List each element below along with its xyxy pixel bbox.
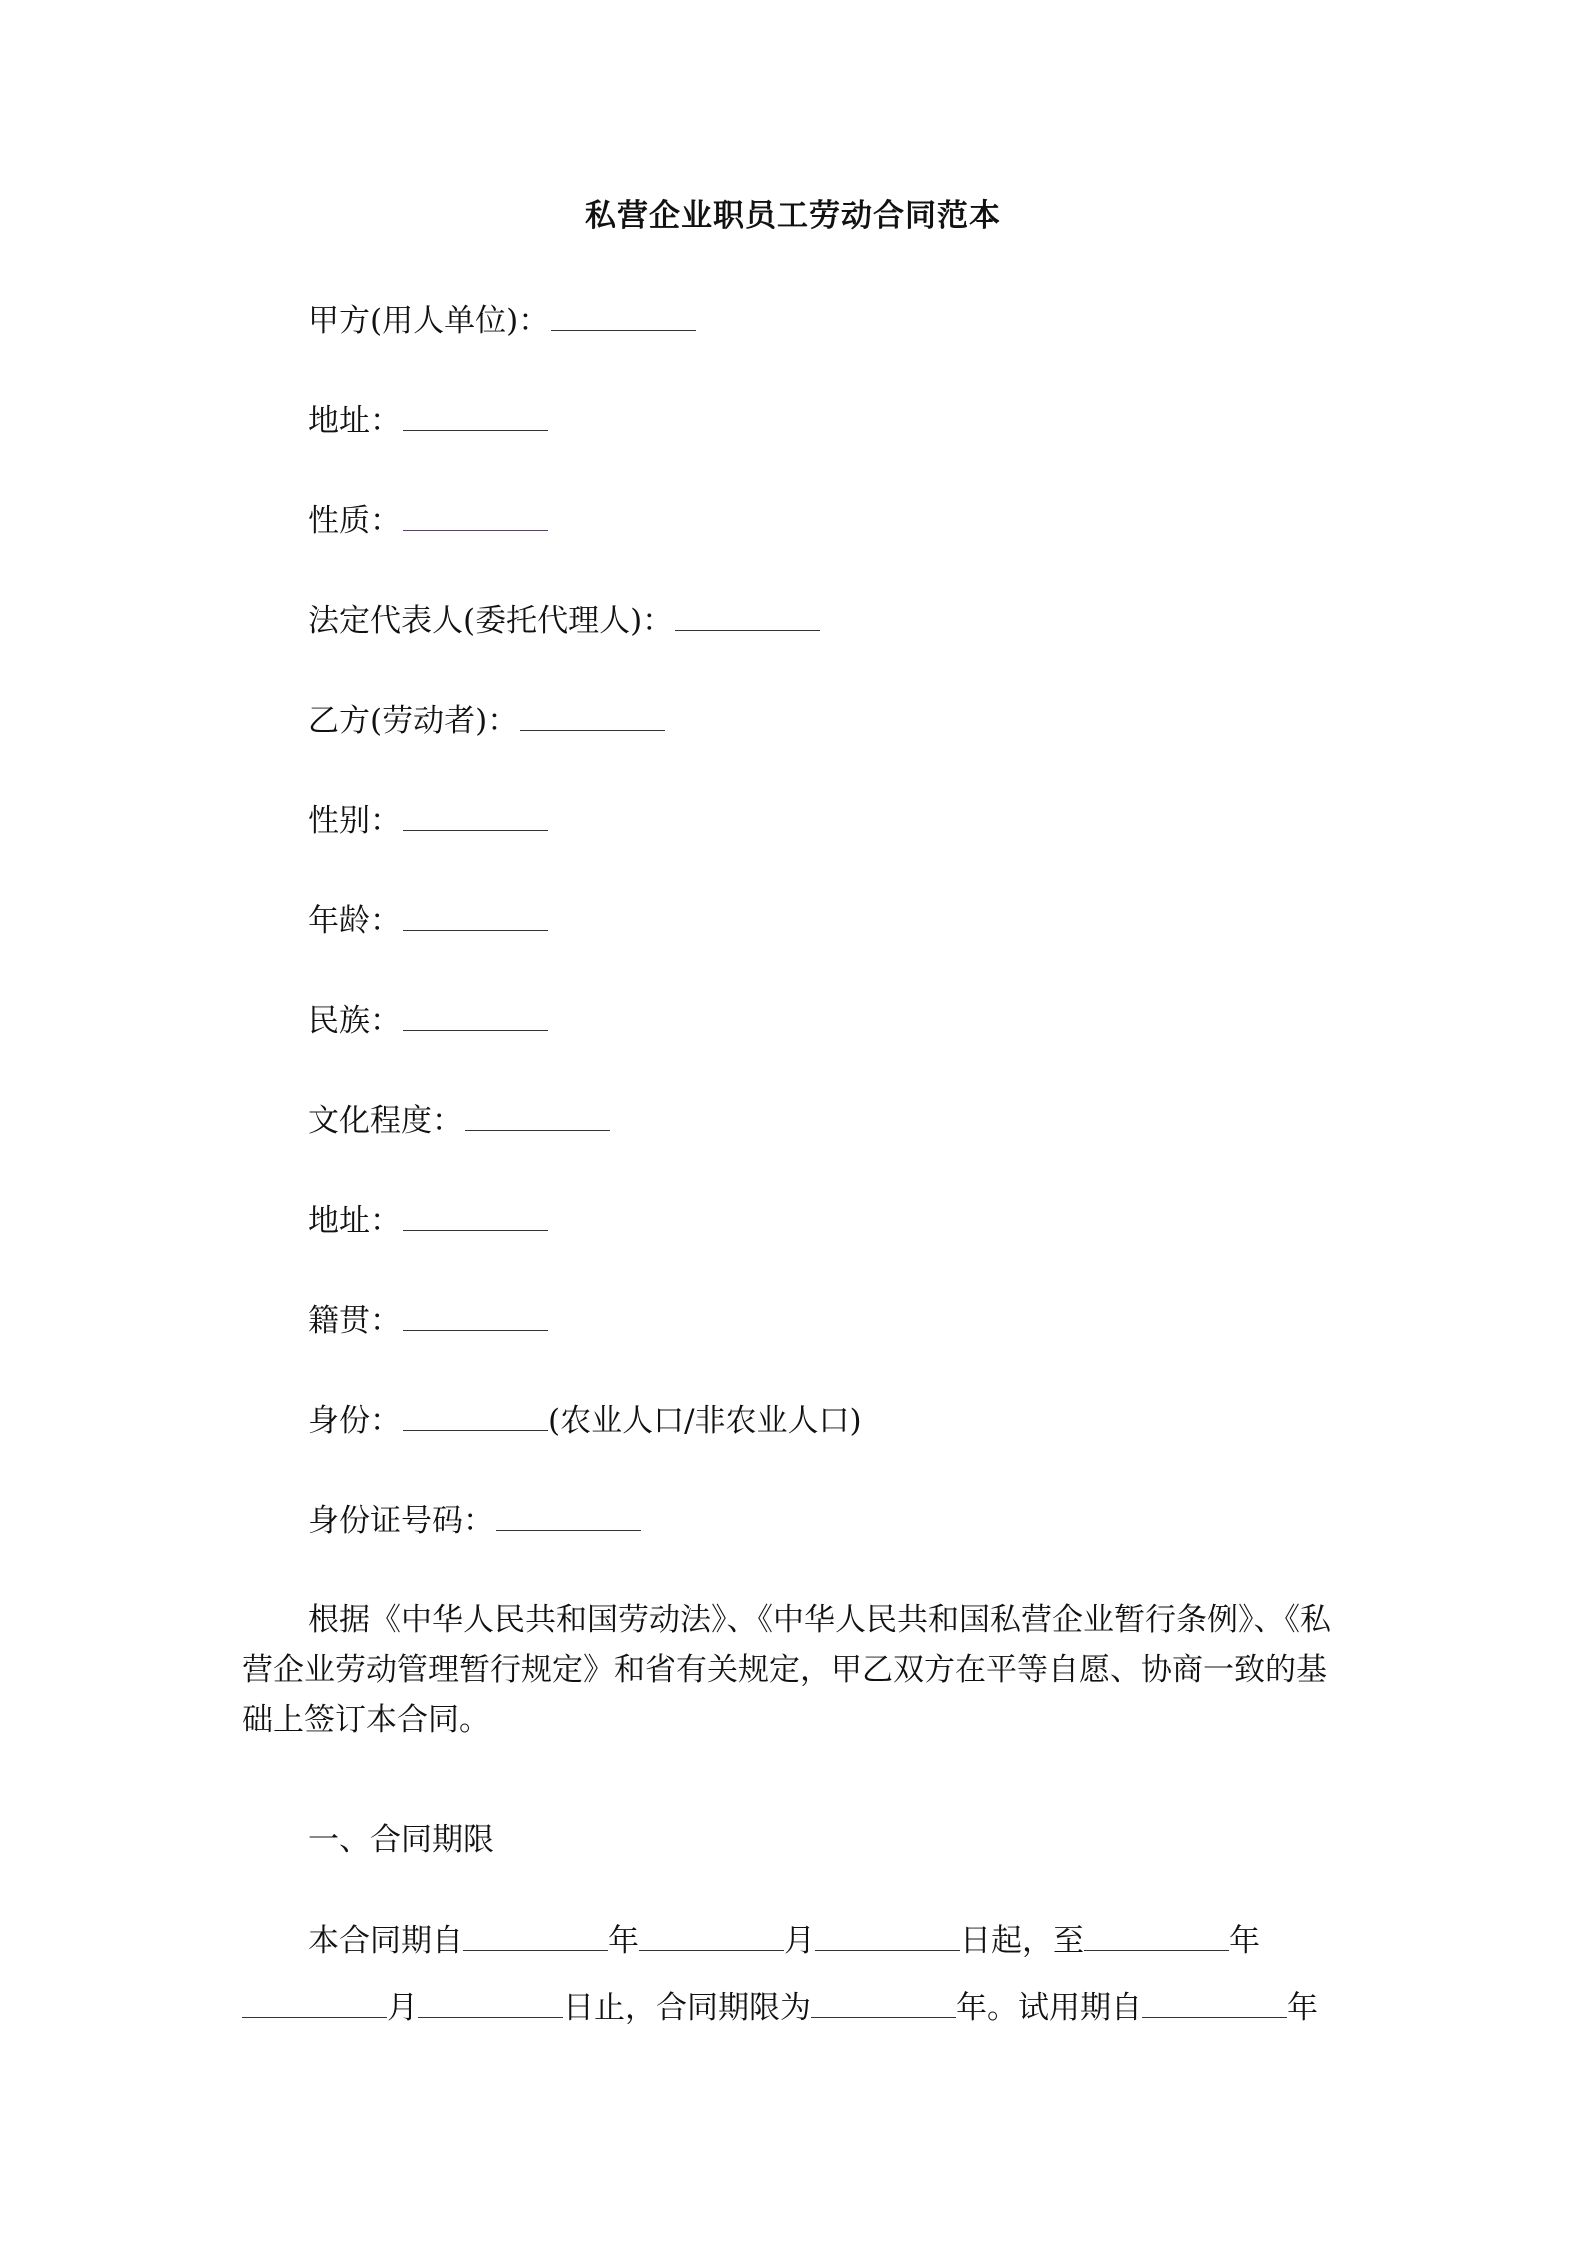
blank-line[interactable] [403, 1400, 548, 1431]
blank-line[interactable] [551, 300, 696, 331]
blank-line[interactable] [418, 1987, 563, 2018]
field-id-number [308, 1500, 641, 1541]
blank-line[interactable] [403, 900, 548, 931]
field-label: 年龄： [308, 903, 401, 939]
field-nature [308, 500, 548, 541]
blank-line[interactable] [463, 1920, 608, 1951]
field-label: 甲方(用人单位)： [308, 303, 550, 339]
field-label: 乙方(劳动者)： [308, 703, 519, 739]
preamble-paragraph [242, 1595, 1350, 1745]
blank-line[interactable] [403, 500, 548, 531]
term-year3-label: 年。试用期自 [956, 1990, 1142, 2026]
blank-line[interactable] [403, 1300, 548, 1331]
blank-line[interactable] [403, 800, 548, 831]
blank-line[interactable] [465, 1100, 610, 1131]
field-education [308, 1100, 610, 1141]
field-native-place [308, 1300, 548, 1341]
preamble-text: 根据《中华人民共和国劳动法》、《中华人民共和国私营企业暂行条例》、《私营企业劳动管理暂行规定》和省有关规定，甲乙双方在平等自愿、协商一致的基础上签订本合同。 [242, 1602, 1331, 1738]
blank-line[interactable] [403, 400, 548, 431]
field-label: 法定代表人(委托代理人)： [308, 603, 674, 639]
blank-line[interactable] [520, 700, 665, 731]
term-prefix: 本合同期自 [308, 1923, 463, 1959]
term-day-start-label: 日起，至 [960, 1923, 1084, 1959]
field-age [308, 900, 548, 941]
blank-line[interactable] [811, 1987, 956, 2018]
field-address-a [308, 400, 548, 441]
field-label: 地址： [308, 403, 401, 439]
field-gender [308, 800, 548, 841]
term-day-end-label: 日止，合同期限为 [563, 1990, 811, 2026]
field-label: 身份： [308, 1403, 401, 1439]
blank-line[interactable] [496, 1500, 641, 1531]
blank-line[interactable] [403, 1200, 548, 1231]
field-label: 地址： [308, 1203, 401, 1239]
field-label: 籍贯： [308, 1303, 401, 1339]
blank-line[interactable] [242, 1987, 387, 2018]
field-address-b [308, 1200, 548, 1241]
section-heading-term [308, 1820, 494, 1860]
blank-line[interactable] [675, 600, 820, 631]
term-line-2 [242, 1987, 1318, 2028]
section-heading-text: 一、合同期限 [308, 1822, 494, 1858]
field-label: 性别： [308, 803, 401, 839]
field-identity [308, 1400, 862, 1441]
term-year-label: 年 [608, 1923, 639, 1959]
blank-line[interactable] [815, 1920, 960, 1951]
field-legal-representative [308, 600, 820, 641]
field-party-a [308, 300, 696, 341]
blank-line[interactable] [639, 1920, 784, 1951]
term-year2-label: 年 [1229, 1923, 1260, 1959]
field-ethnicity [308, 1000, 548, 1041]
term-month-label: 月 [784, 1923, 815, 1959]
field-party-b [308, 700, 665, 741]
field-label: 性质： [308, 503, 401, 539]
blank-line[interactable] [1142, 1987, 1287, 2018]
term-year4-label: 年 [1287, 1990, 1318, 2026]
field-label: 民族： [308, 1003, 401, 1039]
document-title: 私营企业职员工劳动合同范本 [585, 198, 1001, 234]
term-line-1 [308, 1920, 1260, 1961]
field-label: 文化程度： [308, 1103, 463, 1139]
blank-line[interactable] [1084, 1920, 1229, 1951]
term-month2-label: 月 [387, 1990, 418, 2026]
blank-line[interactable] [403, 1000, 548, 1031]
field-label: 身份证号码： [308, 1503, 494, 1539]
identity-options: (农业人口/非农业人口) [548, 1403, 862, 1439]
